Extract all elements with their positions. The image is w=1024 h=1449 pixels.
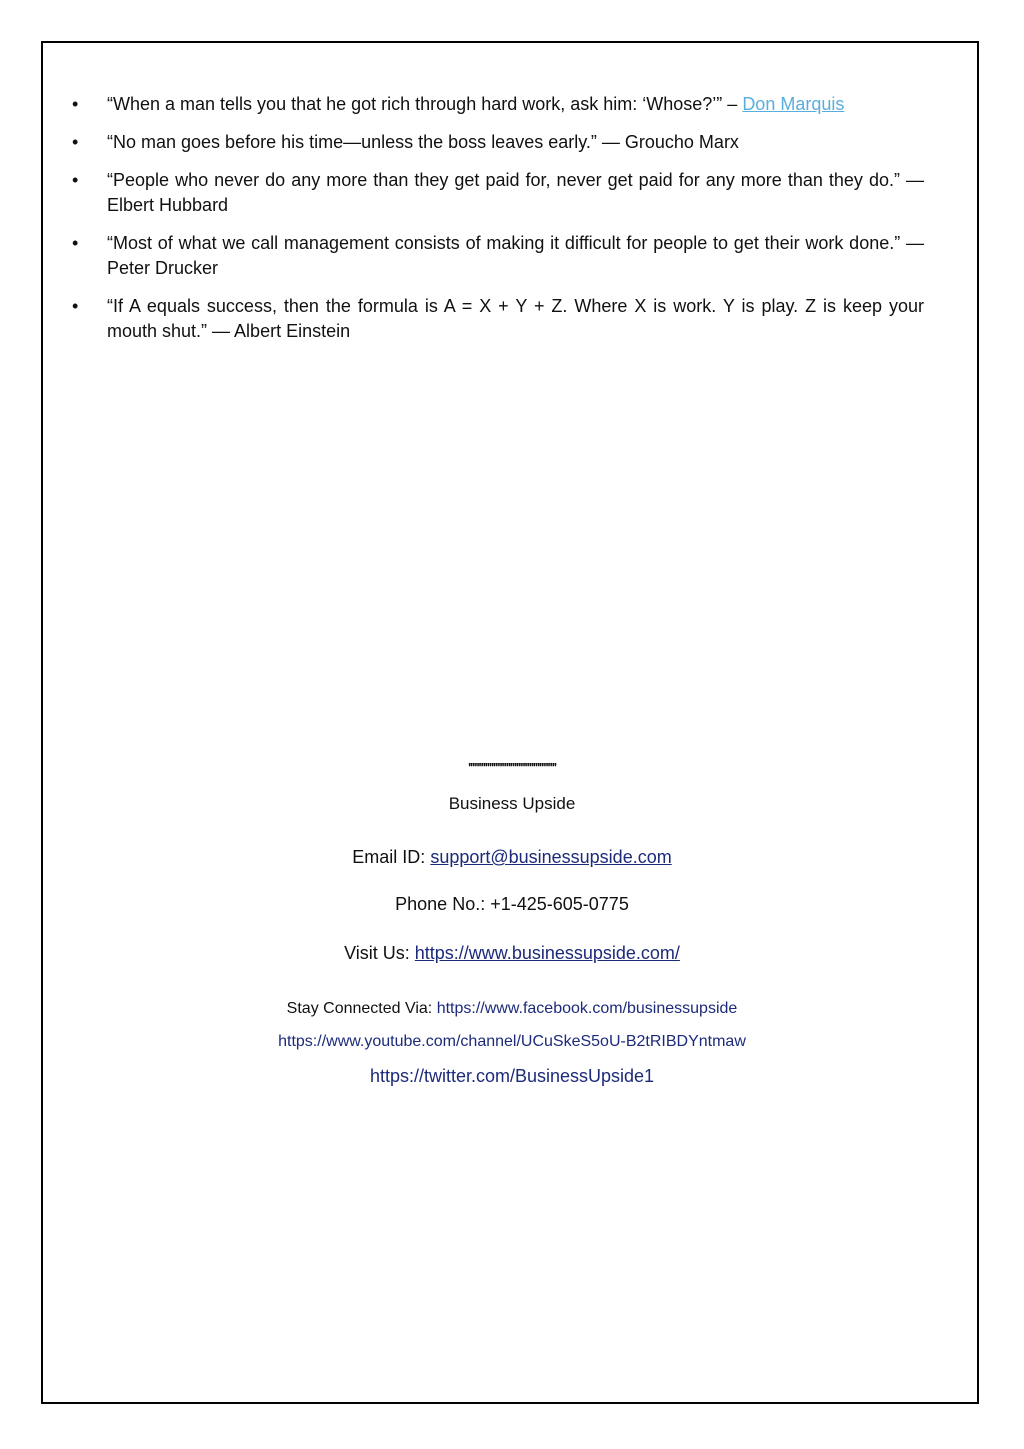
quote-text: “No man goes before his time—unless the boss leaves early.” — Groucho Marx xyxy=(107,132,739,152)
list-item xyxy=(72,231,924,281)
email-line xyxy=(0,847,1024,868)
email-label: Email ID: xyxy=(352,847,426,867)
divider: '''''''''''''''''''''''''''''''''''''''''' xyxy=(468,760,556,775)
list-item xyxy=(72,294,924,344)
phone-value: +1-425-605-0775 xyxy=(490,894,629,914)
bullet-icon: • xyxy=(72,296,79,316)
bullet-icon: • xyxy=(72,132,79,152)
quote-text: “When a man tells you that he got rich through hard work, ask him: ‘Whose?’” – xyxy=(107,94,738,114)
author-link-don-marquis[interactable]: Don Marquis xyxy=(742,94,845,114)
quote-text: “People who never do any more than they get paid for, never get paid for any more than they do.” — Elbert Hubbard xyxy=(107,170,924,215)
twitter-link[interactable]: https://twitter.com/BusinessUpside1 xyxy=(369,1066,655,1086)
youtube-link[interactable]: https://www.youtube.com/channel/UCuSkeS5oU-B2tRIBDYntmaw xyxy=(278,1033,746,1050)
youtube-line xyxy=(0,1033,1024,1051)
visit-label: Visit Us: xyxy=(344,943,410,963)
quote-text: “Most of what we call management consists of making it difficult for people to get their work done.” — Peter Drucker xyxy=(107,233,924,278)
quote-text: “If A equals success, then the formula is A = X + Y + Z. Where X is work. Y is play. Z is keep your mouth shut.” — Albert Einstein xyxy=(107,296,924,341)
bullet-icon: • xyxy=(72,233,79,253)
social-line xyxy=(0,1000,1024,1018)
quote-list xyxy=(72,92,924,357)
twitter-line xyxy=(0,1066,1024,1087)
phone-line xyxy=(0,894,1024,915)
phone-label: Phone No.: xyxy=(395,894,486,914)
bullet-icon: • xyxy=(72,170,79,190)
list-item xyxy=(72,92,924,117)
list-item xyxy=(72,168,924,218)
visit-line xyxy=(0,943,1024,964)
brand-name: Business Upside xyxy=(448,794,576,813)
website-link[interactable]: https://www.businessupside.com/ xyxy=(414,943,680,963)
bullet-icon: • xyxy=(72,94,79,114)
email-link[interactable]: support@businessupside.com xyxy=(430,847,672,867)
list-item xyxy=(72,130,924,155)
social-label: Stay Connected Via: xyxy=(286,1000,433,1017)
facebook-link[interactable]: https://www.facebook.com/businessupside xyxy=(436,1000,738,1017)
